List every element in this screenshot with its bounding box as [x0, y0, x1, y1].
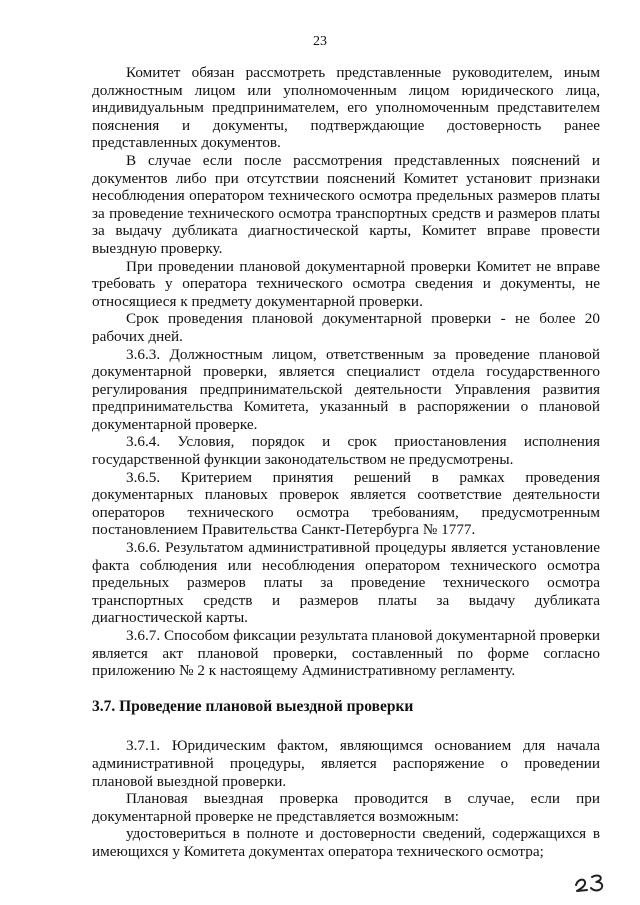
handwritten-page-number — [572, 869, 612, 895]
paragraph: При проведении плановой документарной проверки Комитет не вправе требовать у оператора технического осмотра сведения и документы, не относящиеся к предмету документарной проверки. — [92, 257, 600, 310]
paragraph: 3.6.3. Должностным лицом, ответственным за проведение плановой документарной проверки, является специалист отдела государственного регулирования предпринимательской деятельности Управления развития предпринимательства Комитета, указанный в распоряжении о плановой документарной проверке. — [92, 345, 600, 433]
paragraph: 3.6.6. Результатом административной процедуры является установление факта соблюдения или несоблюдения оператором технического осмотра предельных размеров платы за проведение технического осмотра транспортных средств и размеров платы за выдачу дубликата диагностической карты. — [92, 539, 600, 627]
page-number: 23 — [313, 34, 327, 49]
document-body — [92, 64, 600, 861]
paragraph: Срок проведения плановой документарной проверки - не более 20 рабочих дней. — [92, 310, 600, 345]
paragraph: В случае если после рассмотрения представленных пояснений и документов либо при отсутствии пояснений Комитет установит признаки несоблюдения оператором технического осмотра предельных размеров платы за проведение технического осмотра транспортных средств и размеров платы за выдачу дубликата диагностической карты, Комитет вправе провести выездную проверку. — [92, 151, 600, 257]
paragraph: 3.6.7. Способом фиксации результата плановой документарной проверки является акт плановой проверки, составленный по форме согласно приложению № 2 к настоящему Административному регламенту. — [92, 627, 600, 680]
section-heading: 3.7. Проведение плановой выездной проверки — [92, 697, 414, 715]
paragraph: удостовериться в полноте и достоверности сведений, содержащихся в имеющихся у Комитета документах оператора технического осмотра; — [92, 825, 600, 860]
paragraph: 3.6.4. Условия, порядок и срок приостановления исполнения государственной функции законодательством не предусмотрены. — [92, 433, 600, 469]
paragraph: Плановая выездная проверка проводится в случае, если при документарной проверке не представляется возможным: — [92, 790, 600, 825]
paragraph: Комитет обязан рассмотреть представленные руководителем, иным должностным лицом или уполномоченным лицом юридического лица, индивидуальным предпринимателем, его уполномоченным представителем пояснения и документы, подтверждающие достоверность ранее представленных документов. — [92, 64, 600, 152]
paragraph: 3.6.5. Критерием принятия решений в рамках проведения документарных плановых проверок является соответствие деятельности операторов технического осмотра требованиям, предусмотренным постановлением Правительства Санкт-Петербурга № 1777. — [92, 468, 600, 539]
paragraph: 3.7.1. Юридическим фактом, являющимся основанием для начала административной процедуры, является распоряжение о проведении плановой выездной проверки. — [92, 737, 600, 790]
